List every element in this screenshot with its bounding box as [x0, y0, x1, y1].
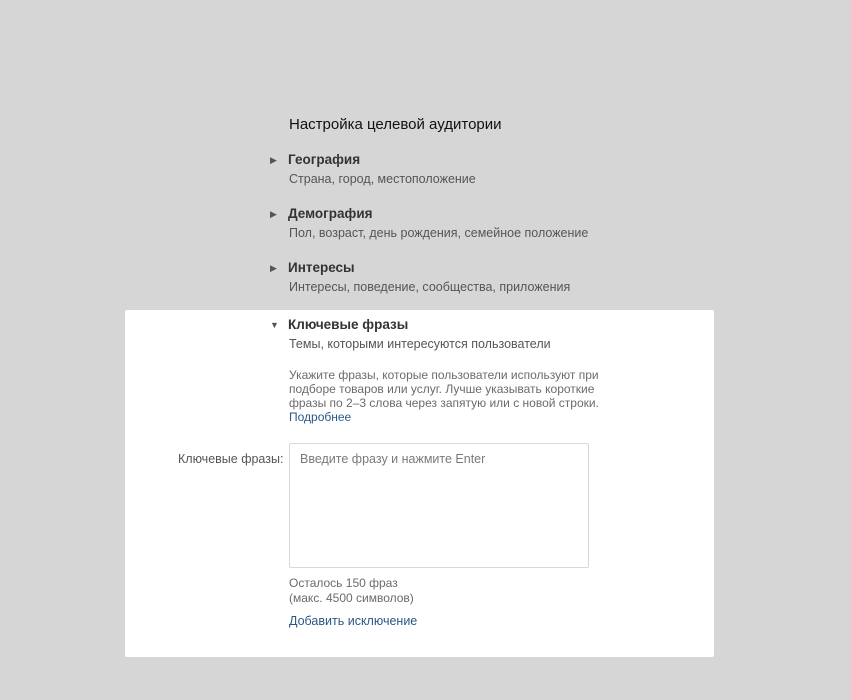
collapse-arrow-icon[interactable]: ▼ [270, 320, 279, 330]
section-title[interactable]: География [288, 152, 361, 167]
max-characters: (макс. 4500 символов) [289, 591, 414, 605]
remaining-counter [289, 576, 414, 606]
keywords-field-label: Ключевые фразы: [178, 452, 284, 466]
section-subtitle: Темы, которыми интересуются пользователи [289, 337, 551, 351]
add-exclusion-link[interactable]: Добавить исключение [289, 614, 418, 628]
keywords-panel [125, 310, 714, 657]
section-title[interactable]: Демография [288, 206, 373, 221]
section-title[interactable]: Ключевые фразы [288, 317, 409, 332]
page-title: Настройка целевой аудитории [289, 116, 502, 133]
section-subtitle: Пол, возраст, день рождения, семейное положение [289, 226, 589, 240]
keywords-hint-text: Укажите фразы, которые пользователи используют при подборе товаров или услуг. Лучше указывать короткие фразы по 2–3 слова через запятую или с новой строки. [289, 368, 599, 410]
keywords-input[interactable] [289, 443, 589, 568]
expand-arrow-icon[interactable]: ▶ [270, 209, 277, 219]
expand-arrow-icon[interactable]: ▶ [270, 155, 277, 165]
section-title[interactable]: Интересы [288, 260, 355, 275]
section-subtitle: Страна, город, местоположение [289, 172, 476, 186]
section-subtitle: Интересы, поведение, сообщества, приложения [289, 280, 571, 294]
expand-arrow-icon[interactable]: ▶ [270, 263, 277, 273]
remaining-phrases: Осталось 150 фраз [289, 576, 398, 590]
keywords-hint [289, 368, 599, 424]
more-link[interactable]: Подробнее [289, 410, 352, 424]
